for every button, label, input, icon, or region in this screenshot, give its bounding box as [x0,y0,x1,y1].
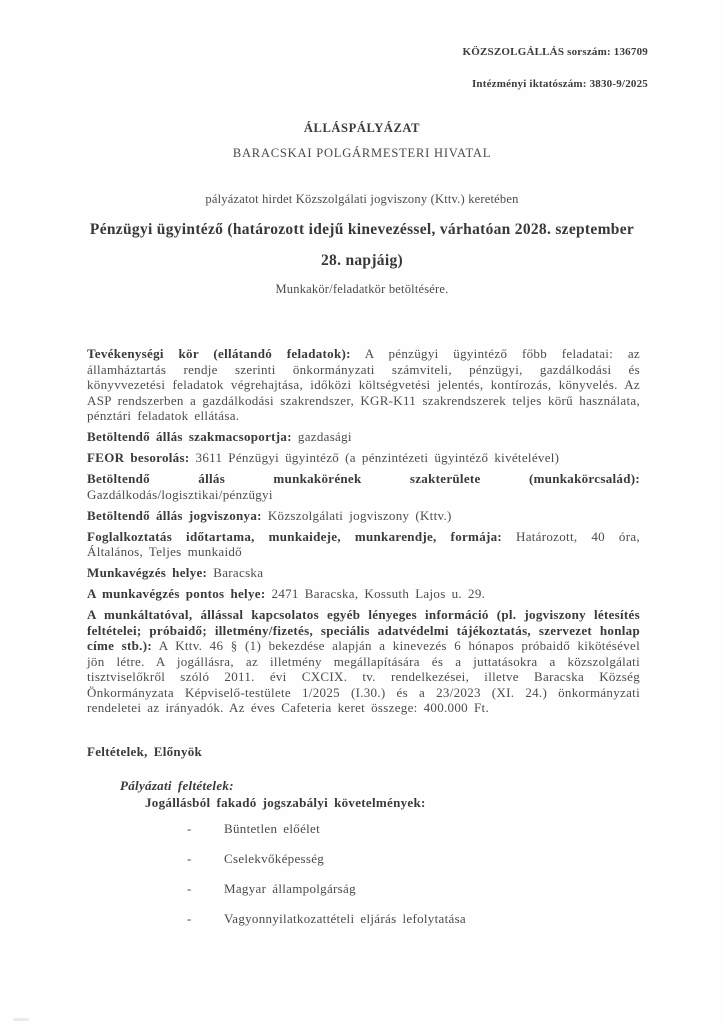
detail-paragraph-work-location [87,565,640,581]
organization-name: BARACSKAI POLGÁRMESTERI HIVATAL [232,146,492,160]
detail-value: gazdasági [297,429,352,444]
bullet-dash: - [187,851,192,866]
job-title: Pénzügyi ügyintéző (határozott idejű kinevezéssel, várhatóan 2028. szeptember 28. napjáig) [89,221,635,269]
detail-value: A pénzügyi ügyintéző főbb feladatai: az államháztartás rendje szerinti önkormányzati számviteli, pénzügyi, gazdálkodási és könyvvezetési feladatok végrehajtása, időközi költségvetési jelentés, kontírozás, könyvelés. Az ASP rendszerben a gazdálkodási szakrendszer, KGR-K11 szakrendszerek teljes körű használata, pénztári feladatok ellátása. [87,346,640,423]
detail-label: FEOR besorolás: [87,450,190,465]
section-title-conditions: Feltételek, Előnyök [87,743,203,759]
detail-paragraph-profession-group [87,429,640,445]
detail-label: Foglalkoztatás időtartama, munkaideje, munkarendje, formája: [87,528,503,544]
bullet-text: Magyar állampolgárság [224,881,356,896]
bullet-dash: - [187,821,192,836]
intro-line: pályázatot hirdet Közszolgálati jogviszony (Kttv.) keretében [205,192,519,206]
detail-value: Határozott, 40 óra, Általános, Teljes munkaidő [87,528,640,559]
detail-paragraph-exact-address [87,586,640,602]
detail-paragraph-feor [87,450,640,466]
detail-value: A Kttv. 46 § (1) bekezdése alapján a kinevezés 6 hónapos próbaidő kikötésével jön létre. A jogállásra, az illetmény megállapítására és a juttatásokra a közszolgálati tisztviselőkről szóló 2011. évi CXCIX. tv. rendelkezései, illetve Baracska Község Önkormányzata Képviselő-testülete 1/2025 (I.30.) és a 23/2023 (XI. 24.) önkormányzati rendeletei az irányadók. Az éves Cafeteria keret összege: 400.000 Ft. [87,638,640,715]
detail-paragraph-legal-relation [87,508,640,524]
detail-value: Gazdálkodás/logisztikai/pénzügyi [87,486,273,502]
detail-label: Munkavégzés helye: [87,565,208,580]
bullet-dash: - [187,911,192,926]
requirements-list [87,821,640,927]
bullet-dash: - [187,881,192,896]
doc-heading: ÁLLÁSPÁLYÁZAT [303,121,421,135]
list-item [87,911,640,927]
detail-label: Betöltendő állás jogviszonya: [87,507,262,523]
detail-value: Közszolgálati jogviszony (Kttv.) [267,507,452,523]
detail-value: 3611 Pénzügyi ügyintéző (a pénzintézeti ügyintéző kivételével) [195,450,560,465]
scan-artifact-smudge [13,1018,29,1021]
document-header [0,0,724,91]
list-item [87,851,640,867]
list-item [87,881,640,897]
detail-paragraph-employment-terms [87,529,640,560]
doc-serial-number: KÖZSZOLGÁLLÁS sorszám: 136709 [462,46,648,58]
bullet-text: Cselekvőképesség [224,851,325,866]
detail-paragraph-other-info [87,607,640,716]
detail-value: 2471 Baracska, Kossuth Lajos u. 29. [271,586,486,601]
document-body [0,297,724,927]
title-block [0,120,724,297]
list-item [87,821,640,837]
detail-value: Baracska [213,565,264,580]
bullet-text: Büntetlen előélet [224,821,321,836]
detail-label: Betöltendő állás munkakörének szakterülete (munkakörcsalád): [87,471,640,486]
detail-paragraph-job-family [87,471,640,502]
doc-registry-number: Intézményi iktatószám: 3830-9/2025 [471,78,648,90]
detail-label: Tevékenységi kör (ellátandó feladatok): [87,346,351,361]
bullet-text: Vagyonnyilatkozattételi eljárás lefolytatása [224,911,466,926]
detail-label: Betöltendő állás szakmacsoportja: [87,429,292,444]
detail-label: A munkáltatóval, állással kapcsolatos egyéb lényeges információ (pl. jogviszony létesítés feltételei; próbaidő; illetmény/fizetés, speciális adatvédelmi tájékoztatás, szervezet honlap címe stb.): [87,607,640,653]
job-subtitle: Munkakör/feladatkör betöltésére. [275,282,449,296]
detail-paragraph-duties [87,346,640,424]
requirements-heading: Jogállásból fakadó jogszabályi követelmények: [145,794,426,810]
detail-label: A munkavégzés pontos helye: [87,586,266,601]
subsection-application-conditions: Pályázati feltételek: [120,778,234,793]
